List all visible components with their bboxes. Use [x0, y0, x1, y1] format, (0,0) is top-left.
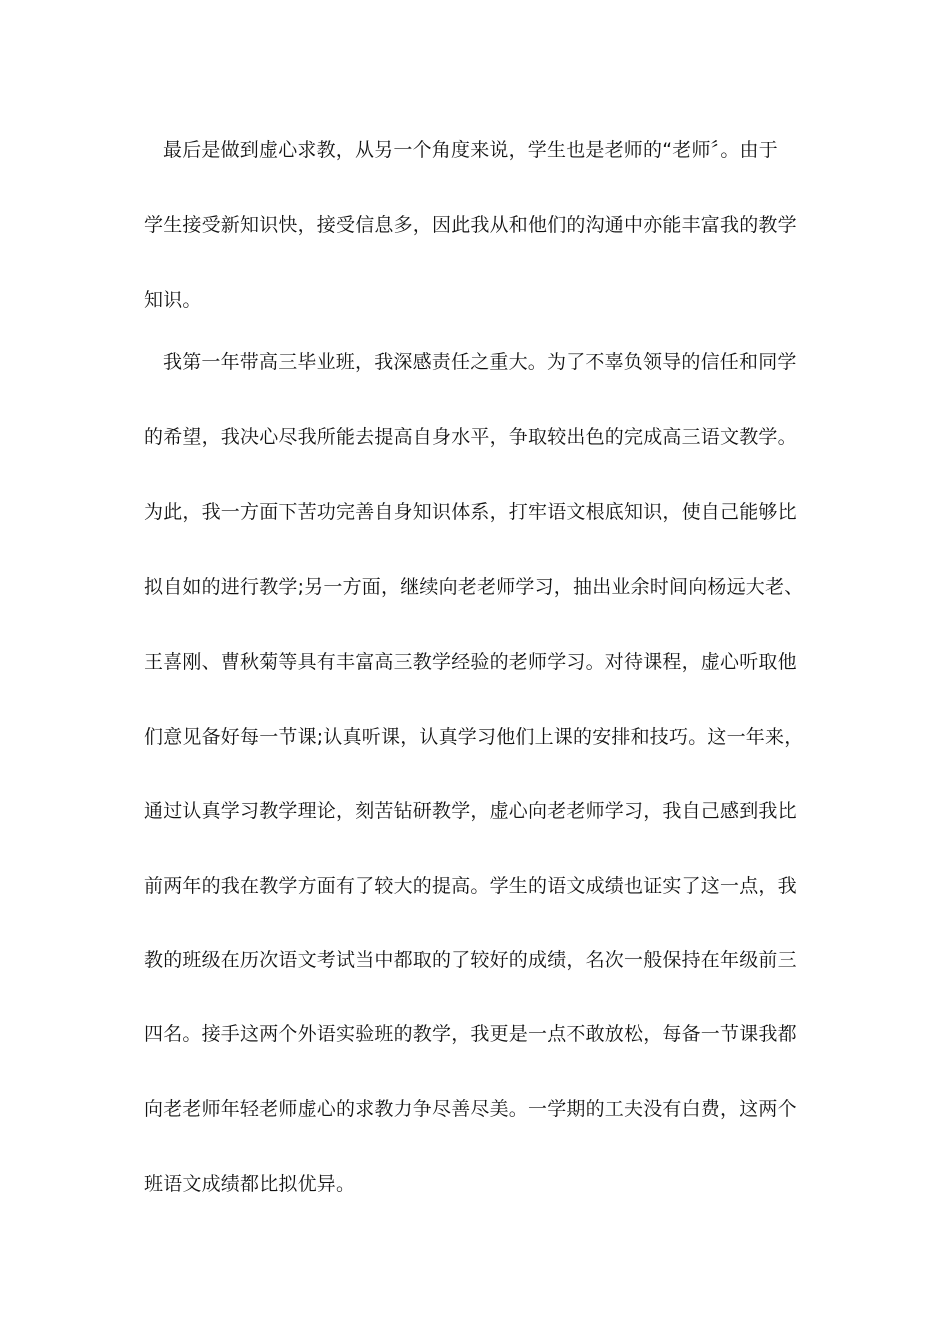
- paragraph-2-line-9: 教的班级在历次语文考试当中都取的了较好的成绩，名次一般保持在年级前三: [144, 949, 797, 971]
- paragraph-2-line-12: 班语文成绩都比拟优异。: [144, 1173, 356, 1195]
- paragraph-1-line-1: 最后是做到虚心求教，从另一个角度来说，学生也是老师的“老师〞。由于: [163, 139, 778, 161]
- paragraph-2-line-3: 为此，我一方面下苦功完善自身知识体系，打牢语文根底知识，使自己能够比: [144, 501, 797, 523]
- paragraph-2-line-5: 王喜刚、曹秋菊等具有丰富高三教学经验的老师学习。对待课程，虚心听取他: [144, 651, 797, 673]
- paragraph-2-line-11: 向老老师年轻老师虚心的求教力争尽善尽美。一学期的工夫没有白费，这两个: [144, 1098, 797, 1120]
- paragraph-2-line-7: 通过认真学习教学理论，刻苦钻研教学，虚心向老老师学习，我自己感到我比: [144, 800, 797, 822]
- paragraph-1-line-2: 学生接受新知识快，接受信息多，因此我从和他们的沟通中亦能丰富我的教学: [144, 214, 797, 236]
- paragraph-2-line-2: 的希望，我决心尽我所能去提高自身水平，争取较出色的完成高三语文教学。: [144, 426, 797, 448]
- paragraph-2-line-1: 我第一年带高三毕业班，我深感责任之重大。为了不辜负领导的信任和同学: [163, 351, 797, 373]
- paragraph-2-line-6: 们意见备好每一节课;认真听课，认真学习他们上课的安排和技巧。这一年来，: [144, 726, 804, 748]
- paragraph-2-line-4: 拟自如的进行教学;另一方面，继续向老老师学习，抽出业余时间向杨远大老、: [144, 576, 804, 598]
- paragraph-2-line-8: 前两年的我在教学方面有了较大的提高。学生的语文成绩也证实了这一点，我: [144, 875, 797, 897]
- paragraph-2-line-10: 四名。接手这两个外语实验班的教学，我更是一点不敢放松，每备一节课我都: [144, 1023, 797, 1045]
- paragraph-1-line-3: 知识。: [144, 289, 202, 311]
